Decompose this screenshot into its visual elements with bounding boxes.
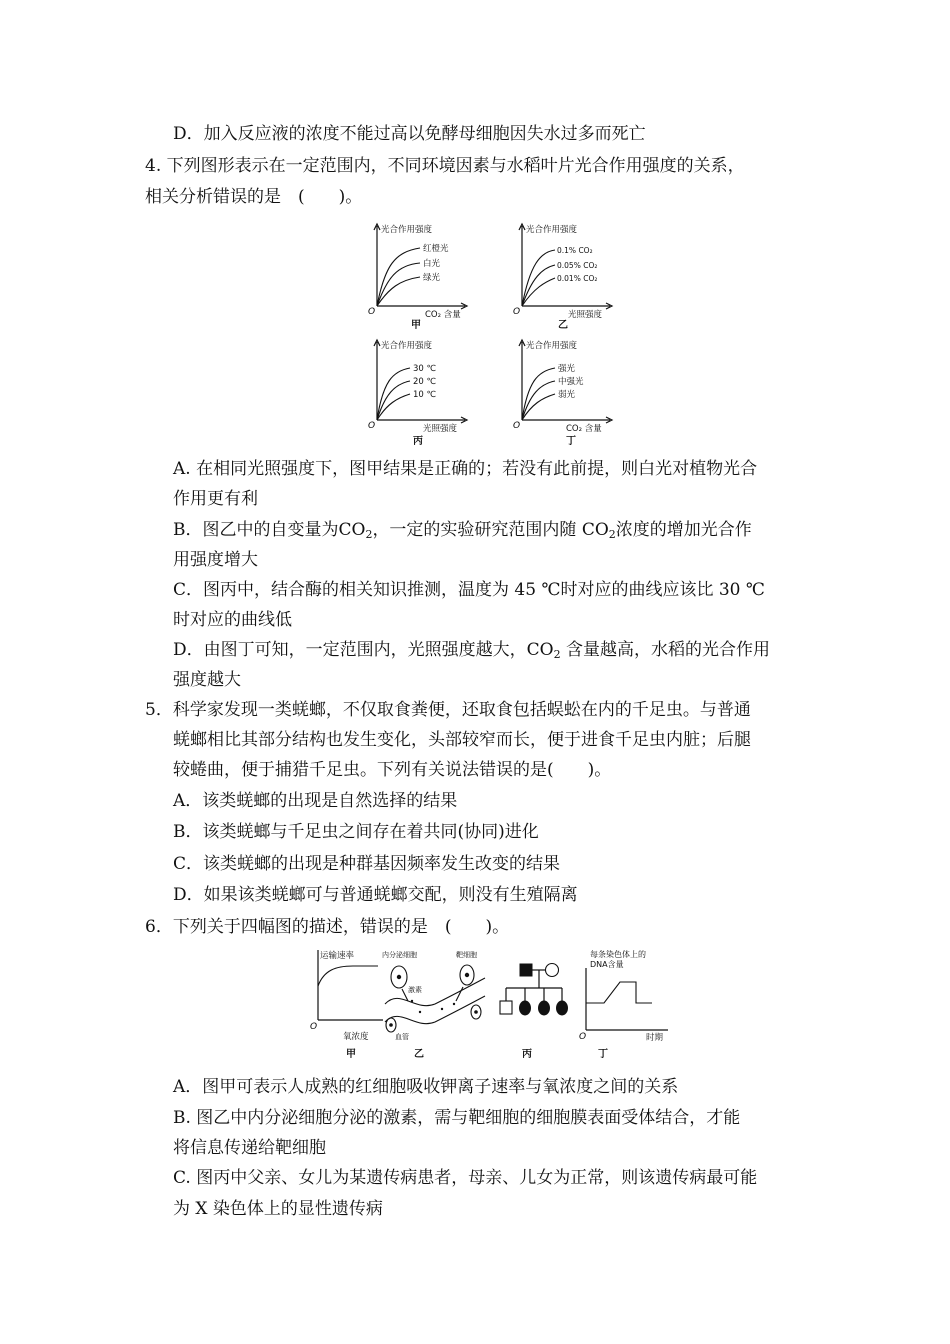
q4-ding-curve-1: 强光 xyxy=(558,364,576,374)
q4-ding-caption: 丁 xyxy=(566,436,576,447)
q6-figure-ding xyxy=(578,946,673,1064)
q4-bing-curve-3: 10 ℃ xyxy=(413,390,437,400)
q5-stem-line1: 5．科学家发现一类蜣螂，不仅取食粪便，还取食包括蜈蚣在内的千足虫。与普通 xyxy=(145,700,751,720)
q6-jia-xlabel: 氧浓度 xyxy=(343,1032,369,1042)
q4-bing-curve-1: 30 ℃ xyxy=(413,364,437,374)
q4-ding-curve-3: 弱光 xyxy=(558,390,576,400)
q4-option-d-line2: 强度越大 xyxy=(173,670,241,690)
q4-ding-ylabel: 光合作用强度 xyxy=(526,341,578,351)
q6-ding-caption: 丁 xyxy=(598,1049,608,1060)
q4-jia-caption: 甲 xyxy=(411,320,421,330)
q6-ding-ylabel-1: 每条染色体上的 xyxy=(590,950,646,959)
q4-bing-origin: O xyxy=(368,421,376,431)
q6-ding-ylabel-2: DNA含量 xyxy=(590,960,624,969)
q4-option-d-line1: D．由图丁可知，一定范围内，光照强度越大，$CO_2$ 含量越高，水稻的光合作用 xyxy=(173,640,770,661)
q4-figure-yi xyxy=(510,220,625,330)
q6-option-b-line1: B. 图乙中内分泌细胞分泌的激素，需与靶细胞的细胞膜表面受体结合，才能 xyxy=(173,1108,741,1128)
q5-option-d: D．如果该类蜣螂可与普通蜣螂交配，则没有生殖隔离 xyxy=(173,885,578,905)
q6-bing-caption: 丙 xyxy=(522,1049,532,1060)
q4-figure-bing xyxy=(365,336,475,448)
q4-stem-line1: 4. 下列图形表示在一定范围内，不同环境因素与水稻叶片光合作用强度的关系， xyxy=(145,156,745,176)
q4-yi-curve-3: 0.01% CO₂ xyxy=(557,274,598,283)
q6-jia-ylabel: 运输速率 xyxy=(320,951,355,961)
q4-bing-xlabel: 光照强度 xyxy=(423,424,458,434)
q4-jia-curve-2: 白光 xyxy=(423,259,441,269)
q3-option-d: D．加入反应液的浓度不能过高以免酵母细胞因失水过多而死亡 xyxy=(173,124,646,144)
q4-option-b-line1: B．图乙中的自变量为$CO_2$，一定的实验研究范围内随 $CO_2$浓度的增加光合作 xyxy=(173,520,752,541)
q5-option-a: A．该类蜣螂的出现是自然选择的结果 xyxy=(173,791,458,811)
q4-option-c-line1: C．图丙中，结合酶的相关知识推测，温度为 45 ℃时对应的曲线应该比 30 ℃ xyxy=(173,580,765,600)
q4-ding-xlabel: CO₂ 含量 xyxy=(566,424,602,434)
q6-ding-origin: O xyxy=(579,1032,587,1042)
q4-ding-origin: O xyxy=(513,421,521,431)
q4-jia-curve-1: 红橙光 xyxy=(423,244,449,254)
q6-figure-yi xyxy=(380,946,490,1064)
q4-yi-origin: O xyxy=(513,307,521,317)
q6-yi-caption: 乙 xyxy=(414,1049,424,1060)
q4-option-a-line2: 作用更有利 xyxy=(173,489,258,509)
q6-option-a: A．图甲可表示人成熟的红细胞吸收钾离子速率与氧浓度之间的关系 xyxy=(173,1077,679,1097)
q6-yi-label-gland: 内分泌细胞 xyxy=(382,951,417,959)
q4-option-a-line1: A. 在相同光照强度下，图甲结果是正确的；若没有此前提，则白光对植物光合 xyxy=(173,459,758,479)
q6-yi-label-target: 靶细胞 xyxy=(456,951,477,959)
q4-jia-origin: O xyxy=(368,307,376,317)
q4-figure-ding xyxy=(510,336,625,448)
q4-yi-caption: 乙 xyxy=(558,320,568,330)
q6-figure-bing xyxy=(492,946,572,1064)
q6-option-b-line2: 将信息传递给靶细胞 xyxy=(173,1138,326,1158)
q4-jia-curve-3: 绿光 xyxy=(423,273,441,283)
q4-option-b-line2: 用强度增大 xyxy=(173,550,258,570)
q5-stem-line3: 较蜷曲，便于捕猎千足虫。下列有关说法错误的是( )。 xyxy=(173,760,612,780)
q6-option-c-line1: C. 图丙中父亲、女儿为某遗传病患者，母亲、儿女为正常，则该遗传病最可能 xyxy=(173,1168,758,1188)
q6-ding-xlabel: 时期 xyxy=(646,1033,664,1043)
q6-figure-jia xyxy=(308,946,388,1064)
q4-bing-ylabel: 光合作用强度 xyxy=(381,341,433,351)
q5-option-c: C．该类蜣螂的出现是种群基因频率发生改变的结果 xyxy=(173,854,561,874)
q6-option-c-line2: 为 X 染色体上的显性遗传病 xyxy=(173,1199,383,1219)
q4-yi-xlabel: 光照强度 xyxy=(568,310,603,320)
q6-yi-label-vessel: 血管 xyxy=(395,1033,409,1041)
q6-jia-origin: O xyxy=(310,1022,318,1032)
q6-jia-caption: 甲 xyxy=(346,1049,356,1060)
q4-ding-curve-2: 中强光 xyxy=(558,377,584,387)
q5-option-b: B．该类蜣螂与千足虫之间存在着共同(协同)进化 xyxy=(173,822,539,842)
q6-stem: 6．下列关于四幅图的描述，错误的是 ( )。 xyxy=(145,917,510,937)
q4-jia-xlabel: CO₂ 含量 xyxy=(425,310,461,320)
q4-figure-jia xyxy=(365,220,475,330)
q4-option-c-line2: 时对应的曲线低 xyxy=(173,610,292,630)
q6-yi-label-hormone: 激素 xyxy=(408,986,422,994)
q4-bing-curve-2: 20 ℃ xyxy=(413,377,437,387)
q4-yi-curve-1: 0.1% CO₂ xyxy=(557,246,593,255)
q4-yi-ylabel: 光合作用强度 xyxy=(526,225,578,235)
q4-jia-ylabel: 光合作用强度 xyxy=(381,225,433,235)
q5-stem-line2: 蜣螂相比其部分结构也发生变化，头部较窄而长，便于进食千足虫内脏；后腿 xyxy=(173,730,751,750)
q4-yi-curve-2: 0.05% CO₂ xyxy=(557,261,598,270)
q4-bing-caption: 丙 xyxy=(413,436,423,447)
q4-stem-line2: 相关分析错误的是 ( )。 xyxy=(145,187,363,207)
